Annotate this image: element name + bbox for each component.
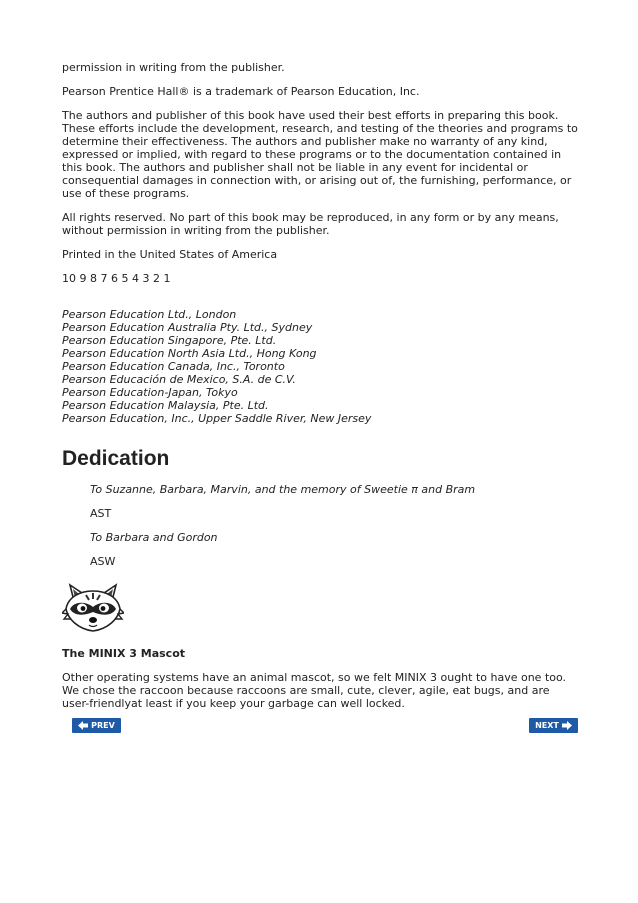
imprint-item: Pearson Education Australia Pty. Ltd., Sydney [62,321,313,334]
next-button[interactable] [529,718,578,733]
prev-label: PREV [91,721,115,730]
imprint-item: Pearson Education Canada, Inc., Toronto [62,360,285,373]
printed-text: Printed in the United States of America [62,248,278,261]
warranty-text: The authors and publisher of this book have used their best efforts in preparing this book. These efforts include the development, research, and testing of the theories and programs to determine their effectiveness. The authors and publisher make no warranty of any kind, expressed or implied, with regard to these programs or to the documentation contained in this book. The authors and publisher shall not be liable in any event for incidental or consequential damages in connection with, or arising out of, the furnishing, performance, or use of these programs. [62,109,578,200]
imprint-item: Pearson Education Singapore, Pte. Ltd. [62,334,277,347]
mascot-description: Other operating systems have an animal mascot, so we felt MINIX 3 ought to have one too. We chose the raccoon because raccoons are small, cute, clever, agile, eat bugs, and are user-friendlyat least if you keep your garbage can well locked. [62,671,567,710]
permission-text: permission in writing from the publisher. [62,61,285,74]
dedication-signature: ASW [90,555,116,568]
dedication-line: To Barbara and Gordon [90,531,218,544]
printing-line: 10 9 8 7 6 5 4 3 2 1 [62,272,171,285]
dedication-signature: AST [90,507,112,520]
page-content [62,61,578,721]
imprint-item: Pearson Education Ltd., London [62,308,237,321]
imprint-list [62,308,578,425]
arrow-left-icon [78,721,88,730]
trademark-text: Pearson Prentice Hall® is a trademark of Pearson Education, Inc. [62,85,420,98]
imprint-item: Pearson Educación de Mexico, S.A. de C.V. [62,373,296,386]
next-label: NEXT [535,721,559,730]
dedication-heading: Dedication [62,447,170,470]
imprint-item: Pearson Education Malaysia, Pte. Ltd. [62,399,269,412]
mascot-title: The MINIX 3 Mascot [62,647,186,660]
raccoon-mascot-icon [62,579,124,635]
rights-text: All rights reserved. No part of this book may be reproduced, in any form or by any means, without permission in writing from the publisher. [62,211,559,237]
arrow-right-icon [562,721,572,730]
dedication-block [62,483,578,568]
imprint-item: Pearson Education, Inc., Upper Saddle River, New Jersey [62,412,372,425]
imprint-item: Pearson Education-Japan, Tokyo [62,386,238,399]
dedication-line: To Suzanne, Barbara, Marvin, and the memory of Sweetie π and Bram [90,483,476,496]
page-navigation [72,718,578,733]
imprint-item: Pearson Education North Asia Ltd., Hong Kong [62,347,317,360]
raccoon-icon [62,579,124,635]
prev-button[interactable] [72,718,121,733]
